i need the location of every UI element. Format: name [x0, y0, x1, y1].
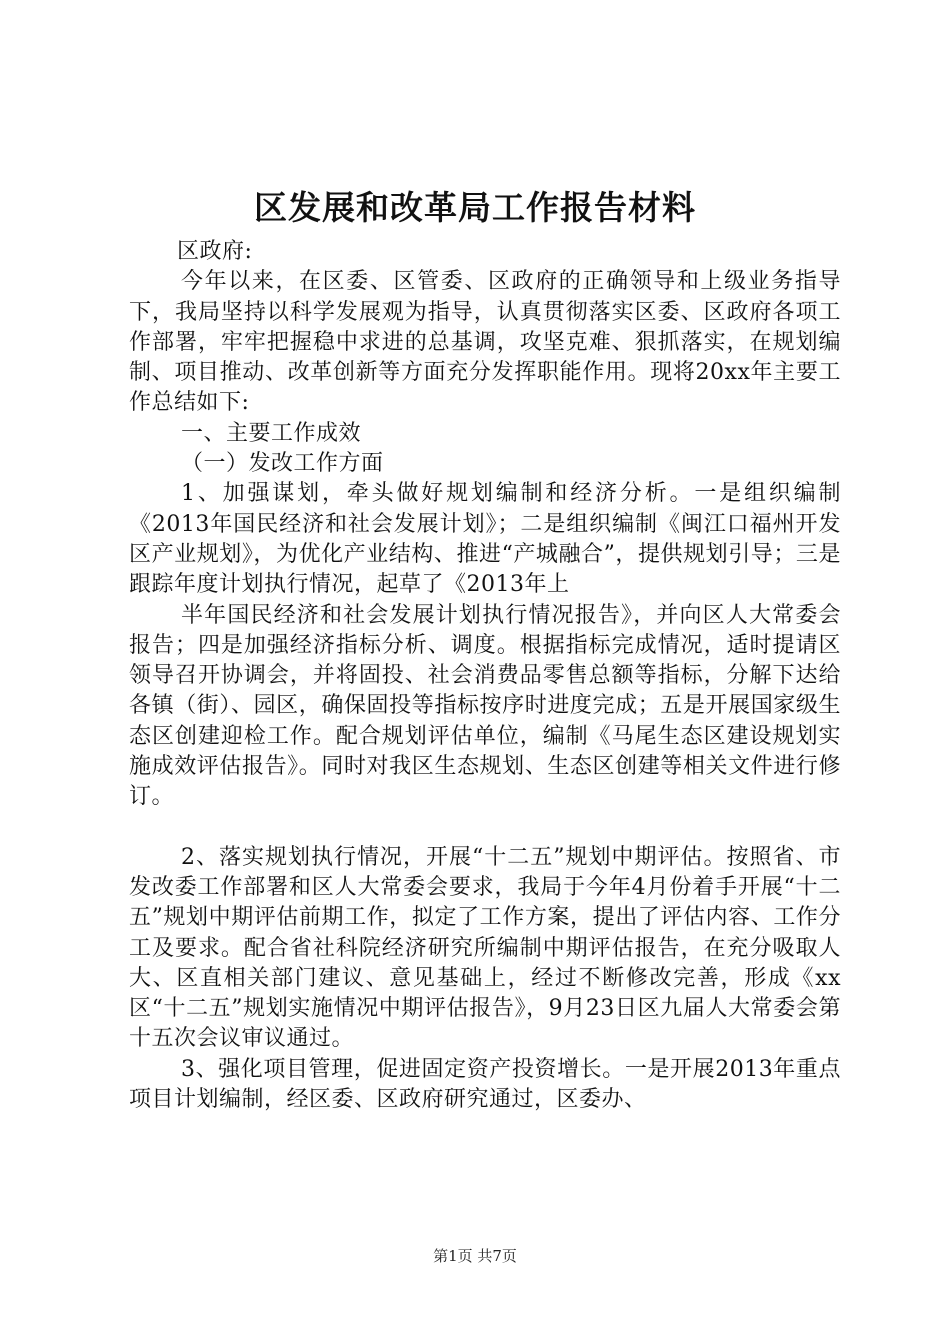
- document-body: [129, 237, 841, 1115]
- paragraph-item-3: 3、强化项目管理，促进固定资产投资增长。一是开展2013年重点项目计划编制，经区委、区政府研究通过，区委办、: [129, 1056, 841, 1113]
- intro-paragraph: 今年以来，在区委、区管委、区政府的正确领导和上级业务指导下，我局坚持以科学发展观为指导，认真贯彻落实区委、区政府各项工作部署，牢牢把握稳中求进的总基调，攻坚克难、狠抓落实，在规划编制、项目推动、改革创新等方面充分发挥职能作用。现将20xx年主要工作总结如下:: [129, 269, 841, 416]
- salutation: 区政府:: [177, 239, 253, 264]
- subsection-heading: （一）发改工作方面: [181, 451, 384, 477]
- paragraph-spacer: [129, 813, 841, 843]
- page-footer: 第1页 共7页: [433, 1247, 517, 1265]
- paragraph-item-2: 2、落实规划执行情况，开展“十二五”规划中期评估。按照省、市发改委工作部署和区人大常委会要求，我局于今年4月份着手开展“十二五”规划中期评估前期工作，拟定了工作方案，提出了评估内容、工作分工及要求。配合省社科院经济研究所编制中期评估报告，在充分吸取人大、区直相关部门建议、意见基础上，经过不断修改完善，形成《xx区“十二五”规划实施情况中期评估报告》，9月23日区九届人大常委会第十五次会议审议通过。: [129, 844, 841, 1052]
- document-title: 区发展和改革局工作报告材料: [254, 188, 696, 227]
- section-heading: 一、主要工作成效: [181, 420, 362, 446]
- paragraph-item-1: 1、加强谋划，牵头做好规划编制和经济分析。一是组织编制《2013年国民经济和社会发展计划》；二是组织编制《闽江口福州开发区产业规划》，为优化产业结构、推进“产城融合”，提供规划引导；三是跟踪年度计划执行情况，起草了《2013年上: [129, 481, 841, 598]
- paragraph-item-1-continued: 半年国民经济和社会发展计划执行情况报告》，并向区人大常委会报告；四是加强经济指标分析、调度。根据指标完成情况，适时提请区领导召开协调会，并将固投、社会消费品零售总额等指标，分解下达给各镇（街）、园区，确保固投等指标按序时进度完成；五是开展国家级生态区创建迎检工作。配合规划评估单位，编制《马尾生态区建设规划实施成效评估报告》。同时对我区生态规划、生态区创建等相关文件进行修订。: [129, 602, 841, 810]
